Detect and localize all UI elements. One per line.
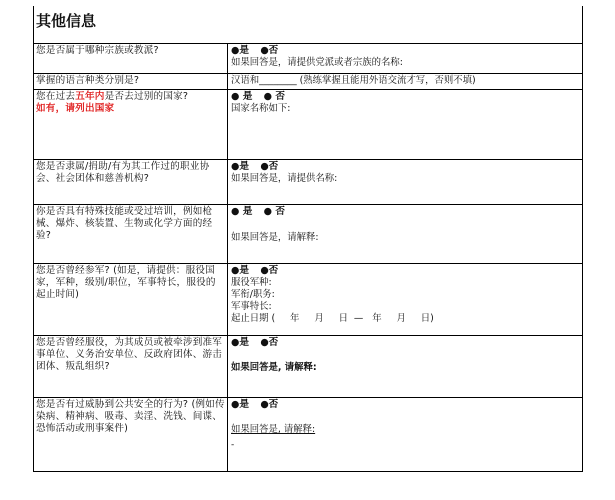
answer-prompt: 如果回答是, 请解释: <box>231 424 316 435</box>
option-no[interactable]: ● 否 <box>263 91 285 102</box>
answer-prompt: 如果回答是，请解释: <box>231 232 319 243</box>
option-yes[interactable]: ●是 <box>231 399 249 410</box>
option-no[interactable]: ●否 <box>260 161 279 172</box>
yes-no-options <box>231 337 579 349</box>
answer-associations <box>228 160 582 204</box>
answer-skills <box>228 205 582 263</box>
row-countries <box>34 90 582 160</box>
row-religion <box>34 44 582 74</box>
question-paramilitary: 您是否曾经服役，为其成员或被牵涉到准军事单位、义务治安单位、反政府团体、游击团体、叛乱组织? <box>34 336 228 397</box>
row-languages <box>34 74 582 90</box>
question-public-safety: 您是否有过威胁到公共安全的行为? (例如传染病、精神病、吸毒、卖淫、洗钱、间谍、恐怖活动或刑事案件) <box>34 398 228 471</box>
question-countries-post: 是否去过别的国家? <box>104 91 189 102</box>
option-no[interactable]: ●否 <box>260 45 279 56</box>
answer-prompt: 国家名称如下: <box>231 103 291 114</box>
answer-languages[interactable]: 汉语和________ (熟练掌握且能用外语交流才写，否则不填) <box>231 75 476 86</box>
yes-no-options <box>231 91 579 103</box>
yes-no-options <box>231 206 579 218</box>
row-associations <box>34 160 582 205</box>
question-skills: 你是否具有特殊技能或受过培训，例如枪械、爆炸、核装置、生物或化学方面的经验? <box>34 205 228 263</box>
option-yes[interactable]: ●是 <box>231 45 249 56</box>
question-countries-note: 如有，请列出国家 <box>36 103 115 114</box>
question-military: 您是否曾经参军? (如是，请提供：服役国家，军种，级别/职位，军事特长，服役的起止时间) <box>34 264 228 335</box>
military-branch-field[interactable]: 服役军种: <box>231 277 272 288</box>
option-no[interactable]: ●否 <box>260 399 279 410</box>
option-no[interactable]: ●否 <box>260 265 279 276</box>
answer-paramilitary <box>228 336 582 397</box>
question-religion: 您是否属于哪种宗族或教派? <box>34 44 228 73</box>
question-countries-emphasis: 五年内 <box>75 91 105 102</box>
question-countries-pre: 您在过去 <box>36 91 76 102</box>
yes-no-options <box>231 161 579 173</box>
answer-countries <box>228 90 582 159</box>
spacer <box>231 349 579 362</box>
option-yes[interactable]: ●是 <box>231 265 249 276</box>
answer-religion <box>228 44 582 73</box>
option-yes[interactable]: ● 是 <box>231 91 253 102</box>
answer-public-safety <box>228 398 582 471</box>
military-specialty-field[interactable]: 军事特长: <box>231 301 272 312</box>
other-info-form <box>33 6 583 472</box>
row-skills <box>34 205 582 264</box>
military-rank-field[interactable]: 军衔/职务: <box>231 289 275 300</box>
answer-text[interactable]: - <box>231 440 235 450</box>
option-yes[interactable]: ●是 <box>231 161 249 172</box>
row-paramilitary <box>34 336 582 398</box>
yes-no-options <box>231 399 579 411</box>
service-dates-field[interactable]: 起止日期 ( 年 月 日 — 年 月 日) <box>231 313 434 324</box>
answer-prompt: 如果回答是，请提供党派或者宗族的名称: <box>231 57 403 68</box>
question-associations: 您是否隶属/捐助/有为其工作过的职业协会、社会团体和慈善机构? <box>34 160 228 204</box>
row-military <box>34 264 582 336</box>
option-no[interactable]: ● 否 <box>263 206 285 217</box>
option-no[interactable]: ●否 <box>260 337 279 348</box>
spacer <box>231 218 579 232</box>
answer-prompt: 如果回答是, 请解释: <box>231 362 317 373</box>
option-yes[interactable]: ●是 <box>231 337 249 348</box>
yes-no-options <box>231 45 579 57</box>
section-title: 其他信息 <box>34 6 582 44</box>
yes-no-options <box>231 265 579 277</box>
answer-military <box>228 264 582 335</box>
question-countries <box>34 90 228 159</box>
question-languages: 掌握的语言种类分别是? <box>34 74 228 89</box>
option-yes[interactable]: ● 是 <box>231 206 253 217</box>
row-public-safety <box>34 398 582 472</box>
answer-prompt: 如果回答是，请提供名称: <box>231 173 338 184</box>
spacer <box>231 411 579 424</box>
